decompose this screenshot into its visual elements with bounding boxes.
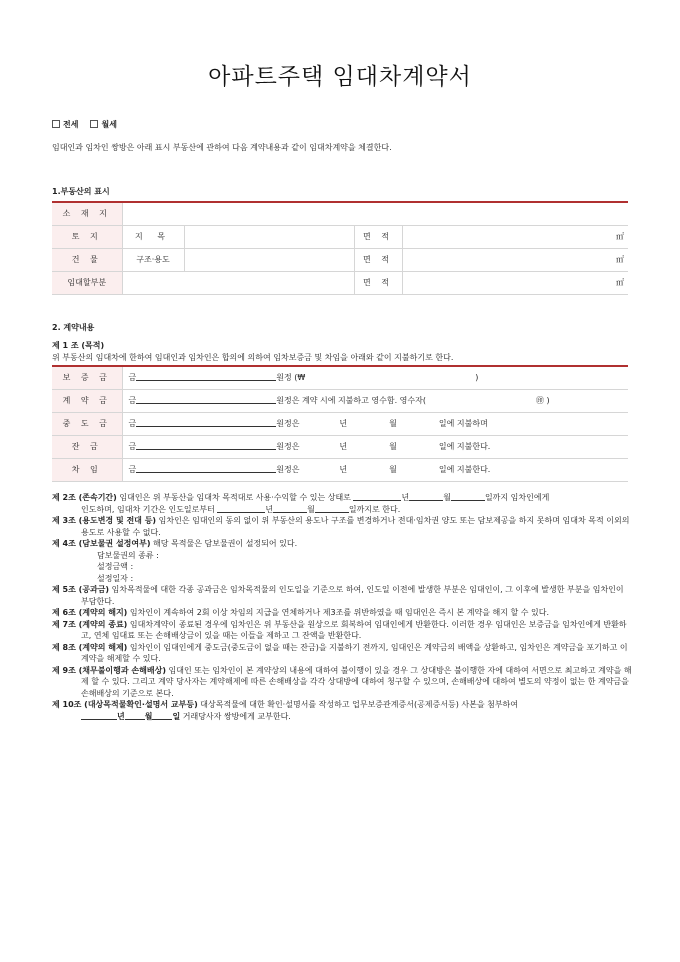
date-blank[interactable]	[451, 492, 485, 501]
table-row	[52, 458, 628, 481]
article-5-title: 제 5조 (공과금)	[52, 585, 110, 594]
mortgage-amount: 설정금액 :	[97, 562, 134, 571]
wolse-option[interactable]	[90, 119, 116, 130]
article-5-text: 임차목적물에 대한 각종 공과금은 임차목적물의 인도일을 기준으로 하여, 인도일 이전에 발생한 부분은 임대인이, 그 이후에 발생한 부분을 임차인이 부담한다.	[81, 585, 624, 606]
amount-blank[interactable]	[136, 418, 276, 427]
amount-won-text: 원정은	[276, 442, 300, 451]
table-row	[52, 271, 628, 294]
day-text: 일에 지불한다.	[438, 465, 491, 474]
article-9-text: 임대인 또는 임차인이 본 계약상의 내용에 대하여 불이행이 있을 경우 그 상대방은 불이행한 자에 대하여 서면으로 최고하고 계약을 해제 할 수 있다. 그리고 계약 당사자는 계약해제에 따른 손해배상을 각각 상대방에 대하여 청구할 수 있으며, 손해배상에 대하여 별도의 약정이 없는 한 계약금을 손해배상의 기준으로 본다.	[81, 665, 632, 698]
amount-tail: )	[475, 373, 479, 383]
articles-block	[52, 492, 632, 722]
land-label: 토 지	[52, 225, 122, 248]
amount-prefix: 금	[128, 419, 137, 428]
rent-part-label: 임대할부분	[52, 271, 122, 294]
amount-blank[interactable]	[136, 441, 276, 450]
article-8-text: 임차인이 임대인에게 중도금(중도금이 없을 때는 잔금)을 지불하기 전까지, 임대인은 계약금의 배액을 상환하고, 임차인은 계약금을 포기하고 이 계약을 해제할 수 있다.	[81, 642, 628, 663]
rent-label: 차 임	[52, 458, 122, 481]
month-text: 월	[389, 419, 397, 428]
rent-field[interactable]	[122, 458, 628, 481]
article-7-text: 임대차계약이 종료된 경우에 임차인은 위 부동산을 원상으로 회복하여 임대인에게 반환한다. 이러한 경우 임대인은 보증금을 임차인에게 반환하고, 연체 임대료 또는 손해배상금이 있을 때는 이들을 제하고 그 잔액을 반환한다.	[81, 619, 627, 640]
structure-use-label: 구조·용도	[122, 248, 184, 271]
land-category-label: 지 목	[122, 225, 184, 248]
deposit-label: 보 증 금	[52, 366, 122, 389]
article-2-title: 제 2조 (존속기간)	[52, 493, 117, 502]
year-text: 년	[339, 419, 348, 428]
date-blank[interactable]	[125, 711, 145, 720]
article-8-title: 제 8조 (계약의 해제)	[52, 642, 128, 652]
location-label: 소 재 지	[52, 202, 122, 225]
table-row	[52, 366, 628, 389]
table-row	[52, 248, 628, 271]
article-5	[52, 584, 632, 607]
balance-field[interactable]	[122, 435, 628, 458]
table-row	[52, 412, 628, 435]
article-10-text: 대상목적물에 대한 확인·설명서를 작성하고 업무보증관계증서(공제증서등) 사본을 첨부하여	[197, 700, 519, 709]
article-2-line2-end: 일까지로 한다.	[348, 504, 401, 514]
amount-won-text: 원정 (₩	[276, 373, 306, 383]
building-area-label: 면 적	[354, 248, 402, 271]
jeonse-option[interactable]	[52, 119, 78, 130]
amount-prefix: 금	[128, 396, 137, 405]
article-9-title: 제 9조 (채무불이행과 손해배상)	[52, 665, 166, 675]
table-row	[52, 435, 628, 458]
amount-blank[interactable]	[136, 395, 276, 404]
contract-heading: 2. 계약내용	[52, 323, 95, 332]
article-6-text: 임차인이 계속하여 2회 이상 차임의 지급을 연체하거나 제3조를 위반하였을 때 임대인은 즉시 본 계약을 해지 할 수 있다.	[127, 608, 550, 617]
article-3-title: 제 3조 (용도변경 및 전대 등)	[52, 516, 157, 525]
area-unit: ㎡	[616, 255, 624, 264]
article-10-tail: 거래당사자 쌍방에게 교부한다.	[180, 711, 291, 721]
day-text: 일에 지불하며	[438, 419, 488, 428]
rent-part-field[interactable]	[122, 271, 354, 294]
interim-payment-field[interactable]	[122, 412, 628, 435]
date-blank[interactable]	[315, 504, 349, 513]
building-area-field[interactable]	[402, 248, 628, 271]
article-7	[52, 619, 632, 642]
year-text: 년	[339, 442, 348, 451]
balance-label: 잔 금	[52, 435, 122, 458]
month-text: 월	[443, 493, 451, 502]
day-text: 일에 지불한다.	[438, 442, 491, 451]
property-heading: 1.부동산의 표시	[52, 187, 110, 196]
amount-won-text: 원정은	[276, 419, 300, 428]
intro-text: 임대인과 임차인 쌍방은 아래 표시 부동산에 관하여 다음 계약내용과 같이 임대차계약을 체결한다.	[52, 143, 392, 152]
amount-prefix: 금	[128, 442, 137, 451]
building-label: 건 물	[52, 248, 122, 271]
article-2-text: 임대인은 위 부동산을 임대차 목적대로 사용·수익할 수 있는 상태로	[116, 493, 351, 502]
month-text: 월	[144, 711, 153, 721]
lease-type-options	[52, 119, 117, 130]
amount-blank[interactable]	[136, 464, 276, 473]
table-row	[52, 225, 628, 248]
location-field[interactable]	[122, 202, 628, 225]
year-text: 년	[117, 711, 125, 721]
table-row	[52, 202, 628, 225]
rent-part-area-field[interactable]	[402, 271, 628, 294]
checkbox-icon[interactable]	[90, 120, 98, 128]
article-3-text: 임차인은 임대인의 동의 없이 위 부동산의 용도나 구조를 변경하거나 전대·임차권 양도 또는 담보제공을 하지 못하며 임대차 목적 이외의 용도로 사용할 수 없다.	[81, 516, 630, 537]
date-blank[interactable]	[273, 504, 307, 513]
amount-won-text: 원정은 계약 시에 지불하고 영수함. 영수자(	[276, 396, 426, 405]
year-text: 년	[339, 465, 348, 474]
article-9	[52, 665, 632, 700]
article-6-title: 제 6조 (계약의 해지)	[52, 608, 128, 617]
down-payment-label: 계 약 금	[52, 389, 122, 412]
date-blank[interactable]	[217, 504, 265, 513]
article1-text: 위 부동산의 임대차에 한하여 임대인과 임차인은 합의에 의하여 임차보증금 및 차임을 아래와 같이 지불하기로 한다.	[52, 353, 454, 362]
receiver-seal: ㊞ )	[536, 396, 550, 405]
checkbox-icon[interactable]	[52, 120, 60, 128]
land-area-field[interactable]	[402, 225, 628, 248]
amount-prefix: 금	[128, 465, 137, 474]
property-table	[52, 201, 628, 295]
day-text: 일	[172, 711, 181, 721]
article-4-title: 제 4조 (담보물권 설정여부)	[52, 539, 151, 548]
mortgage-date: 설정일자 :	[97, 573, 134, 583]
article-2-line2: 인도하며, 임대차 기간은 인도일로부터	[81, 504, 215, 514]
mortgage-type: 담보물권의 종류 :	[97, 550, 159, 560]
down-payment-field[interactable]	[122, 389, 628, 412]
structure-use-field[interactable]	[184, 248, 354, 271]
article-4	[52, 538, 632, 550]
month-text: 월	[389, 465, 397, 474]
interim-payment-label: 중 도 금	[52, 412, 122, 435]
article-4-text: 해당 목적물은 담보물권이 설정되어 있다.	[150, 539, 298, 548]
amount-blank[interactable]	[136, 372, 276, 381]
article-3	[52, 515, 632, 538]
article-10	[52, 699, 632, 722]
rent-part-area-label: 면 적	[354, 271, 402, 294]
year-text: 년	[401, 493, 410, 502]
deposit-field[interactable]	[122, 366, 628, 389]
article-7-title: 제 7조 (계약의 종료)	[52, 619, 128, 629]
payment-table	[52, 365, 628, 482]
jeonse-label: 전세	[63, 120, 79, 129]
article-6	[52, 607, 632, 619]
year-text: 년	[265, 504, 274, 514]
article-10-title: 제 10조 (대상목적물확인·설명서 교부등)	[52, 700, 198, 709]
wolse-label: 월세	[101, 120, 117, 129]
date-blank[interactable]	[409, 492, 443, 501]
month-text: 월	[389, 442, 397, 451]
document-title: 아파트주택 임대차계약서	[208, 64, 472, 90]
amount-prefix: 금	[128, 373, 137, 383]
area-unit: ㎡	[616, 278, 624, 287]
date-blank[interactable]	[152, 711, 172, 720]
area-unit: ㎡	[616, 232, 624, 241]
land-area-label: 면 적	[354, 225, 402, 248]
article-2	[52, 492, 632, 515]
date-blank[interactable]	[353, 492, 401, 501]
article-2-text-end: 일까지 임차인에게	[484, 493, 550, 502]
amount-won-text: 원정은	[276, 465, 300, 474]
article-8	[52, 642, 632, 665]
article1-title: 제 1 조 (목적)	[52, 341, 105, 350]
land-category-field[interactable]	[184, 225, 354, 248]
month-text: 월	[307, 504, 315, 514]
table-row	[52, 389, 628, 412]
date-blank[interactable]	[81, 711, 117, 720]
